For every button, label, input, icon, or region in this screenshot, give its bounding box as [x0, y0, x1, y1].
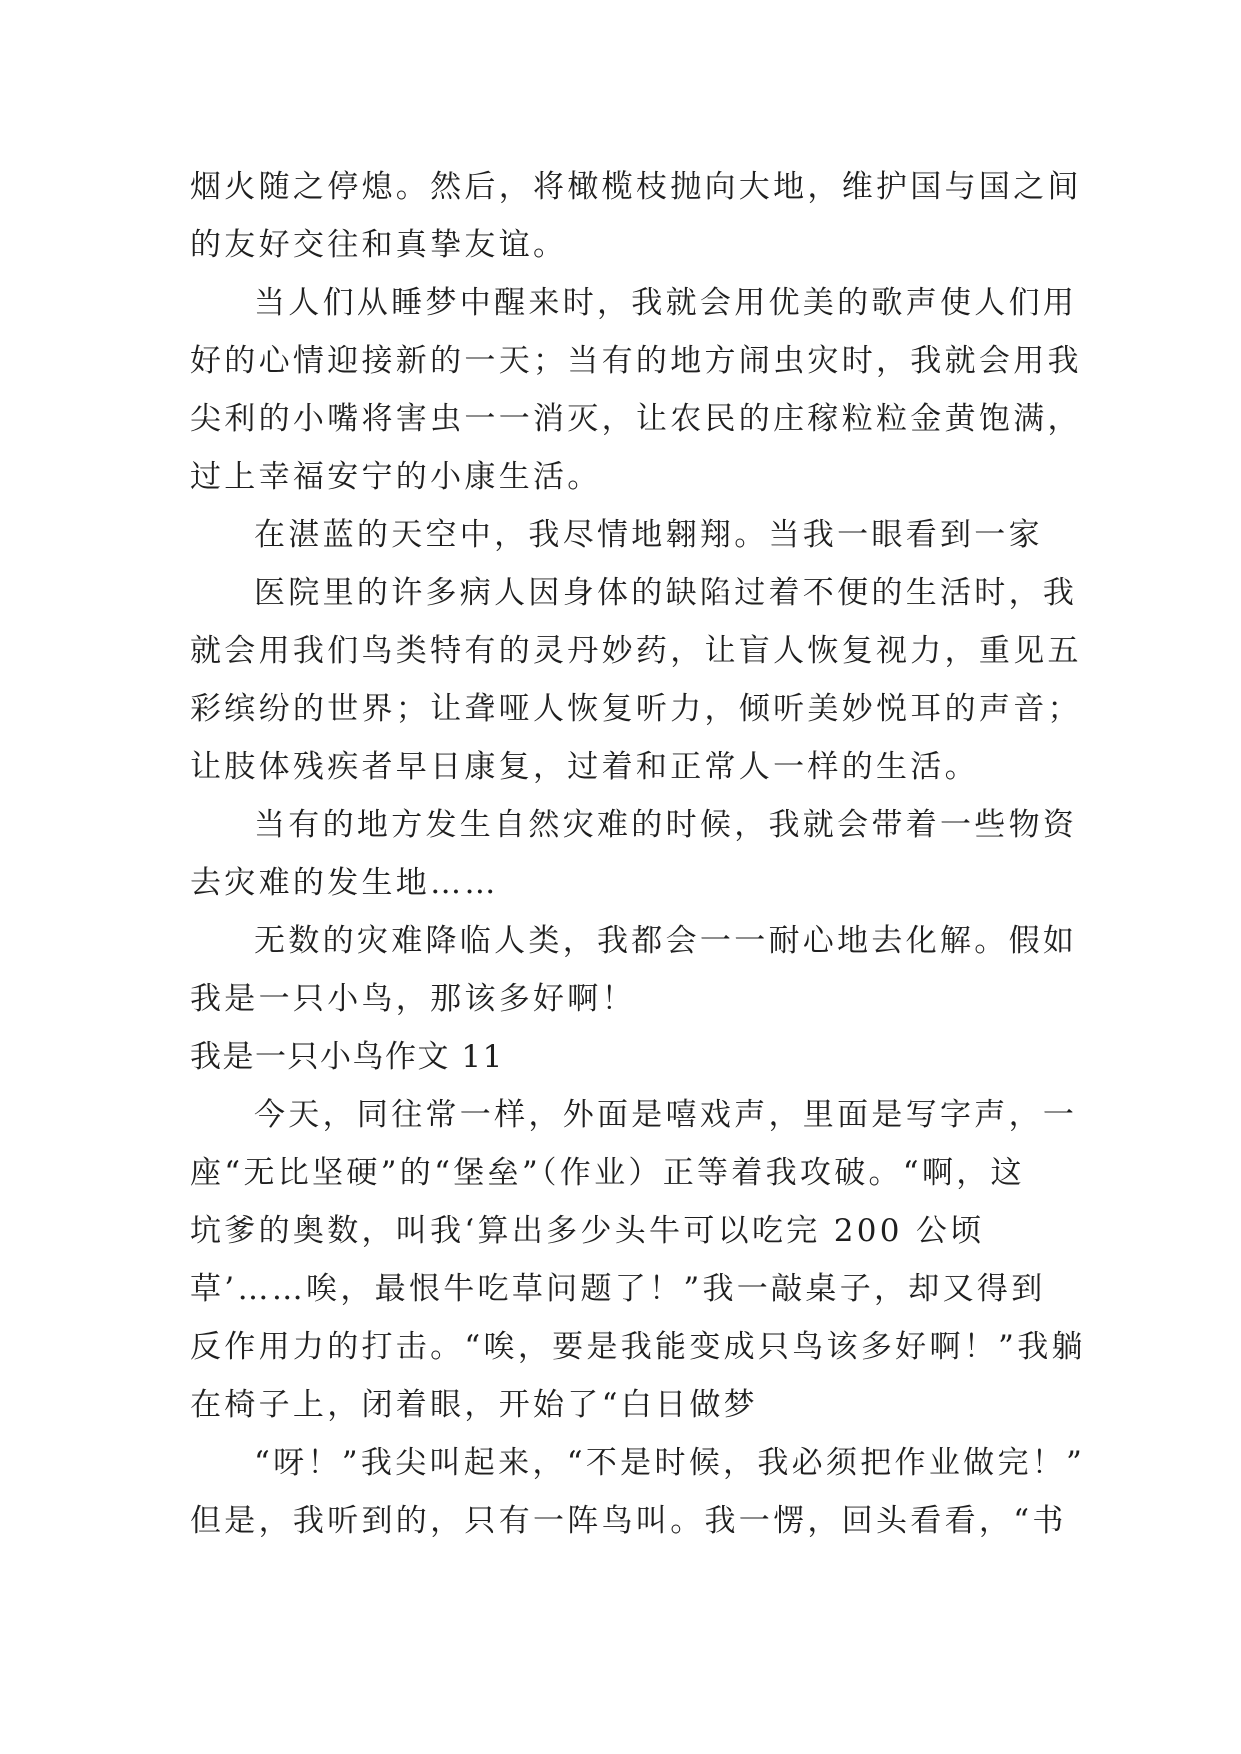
paragraph-first-line: 无数的灾难降临人类，我都会一一耐心地去化解。假如	[254, 923, 1078, 959]
paragraph-first-line: 当人们从睡梦中醒来时，我就会用优美的歌声使人们用	[254, 285, 1078, 321]
paragraph-first-line: 在湛蓝的天空中，我尽情地翱翔。当我一眼看到一家	[254, 517, 1043, 553]
paragraph-first-line: “呀！”我尖叫起来，“不是时候，我必须把作业做完！”	[254, 1445, 1086, 1481]
text-line: 让肢体残疾者早日康复，过着和正常人一样的生活。	[190, 749, 979, 785]
text-line: 的友好交往和真挚友谊。	[190, 227, 568, 263]
section-heading: 我是一只小鸟作文 11	[190, 1039, 504, 1075]
text-line: 我是一只小鸟，那该多好啊！	[190, 981, 636, 1017]
paragraph-first-line: 医院里的许多病人因身体的缺陷过着不便的生活时，我	[254, 575, 1078, 611]
text-line: 就会用我们鸟类特有的灵丹妙药，让盲人恢复视力，重见五	[190, 633, 1082, 669]
text-line: 过上幸福安宁的小康生活。	[190, 459, 602, 495]
text-line: 坑爹的奥数，叫我‘算出多少头牛可以吃完 200 公顷	[190, 1213, 985, 1249]
text-line: 尖利的小嘴将害虫一一消灭，让农民的庄稼粒粒金黄饱满，	[190, 401, 1082, 437]
paragraph-first-line: 今天，同往常一样，外面是嘻戏声，里面是写字声，一	[254, 1097, 1078, 1133]
text-line: 好的心情迎接新的一天；当有的地方闹虫灾时，我就会用我	[190, 343, 1082, 379]
text-line: 草’……唉，最恨牛吃草问题了！”我一敲桌子，却又得到	[190, 1271, 1046, 1307]
text-line: 烟火随之停熄。然后，将橄榄枝抛向大地，维护国与国之间	[190, 169, 1082, 205]
text-line: 座“无比坚硬”的“堡垒”（作业）正等着我攻破。“啊，这	[190, 1155, 1025, 1191]
text-line: 在椅子上，闭着眼，开始了“白日做梦	[190, 1387, 758, 1423]
text-line: 反作用力的打击。“唉，要是我能变成只鸟该多好啊！”我躺	[190, 1329, 1086, 1365]
paragraph-first-line: 当有的地方发生自然灾难的时候，我就会带着一些物资	[254, 807, 1078, 843]
text-line: 但是，我听到的，只有一阵鸟叫。我一愣，回头看看，“书	[190, 1503, 1067, 1539]
text-line: 彩缤纷的世界；让聋哑人恢复听力，倾听美妙悦耳的声音；	[190, 691, 1082, 727]
text-line: 去灾难的发生地……	[190, 865, 499, 901]
